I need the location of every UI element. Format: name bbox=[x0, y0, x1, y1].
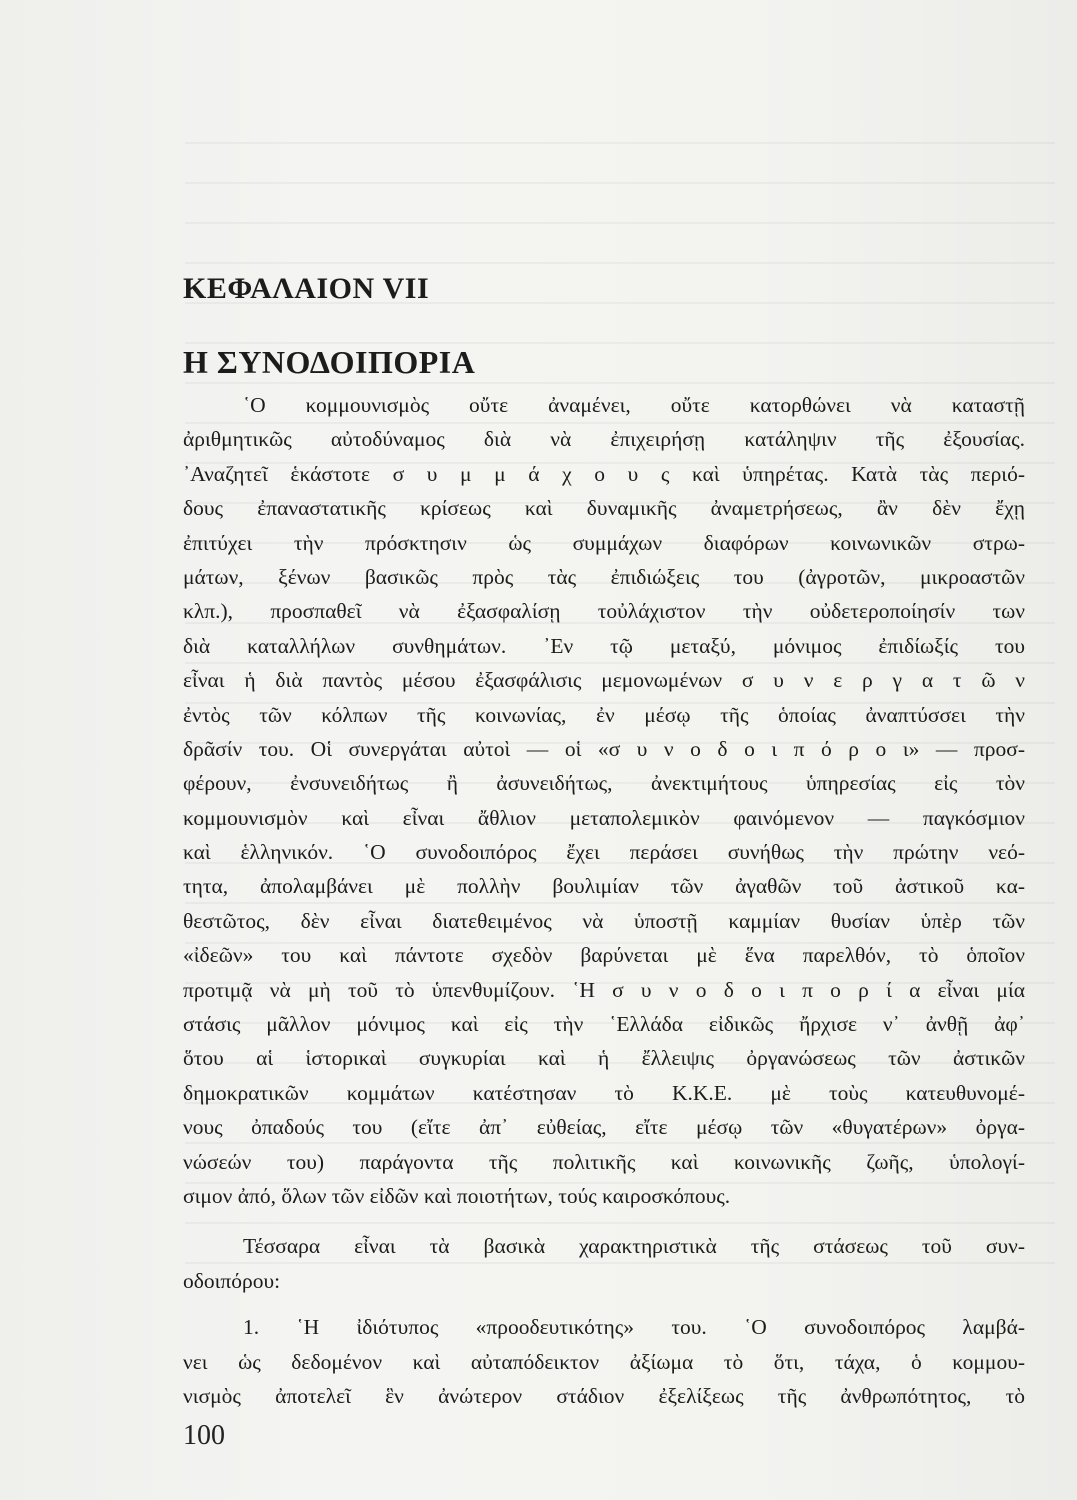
paragraph-2 bbox=[183, 1229, 1025, 1298]
text-line: κομμουνισμὸν καὶ εἶναι ἄθλιον μεταπολεμικὸν φαινόμενον — παγκόσμιον bbox=[183, 805, 1025, 830]
text-line: Τέσσαρα εἶναι τὰ βασικὰ χαρακτηριστικὰ τῆς στάσεως τοῦ συν- bbox=[243, 1234, 1025, 1259]
text-line: θεστῶτος, δὲν εἶναι διατεθειμένος νὰ ὑποστῇ καμμίαν θυσίαν ὑπὲρ τῶν bbox=[183, 908, 1025, 933]
text-line: διὰ καταλλήλων συνθημάτων. ᾿Εν τῷ μεταξύ, μόνιμος ἐπιδίωξίς του bbox=[183, 633, 1025, 658]
chapter-heading: ΚΕΦΑΛΑΙΟΝ VII bbox=[183, 272, 430, 305]
text-line: ἐντὸς τῶν κόλπων τῆς κοινωνίας, ἐν μέσῳ τῆς ὁποίας ἀναπτύσσει τὴν bbox=[183, 702, 1025, 727]
chapter-title: Η ΣΥΝΟΔΟΙΠΟΡΙΑ bbox=[183, 344, 476, 380]
body-text bbox=[183, 388, 1025, 1413]
text-line: ὅτου αἱ ἱστορικαὶ συγκυρίαι καὶ ἡ ἔλλειψις ὀργανώσεως τῶν ἀστικῶν bbox=[183, 1046, 1025, 1071]
text-line: οδοιπόρου: bbox=[183, 1268, 281, 1293]
text-line: «ἰδεῶν» του καὶ πάντοτε σχεδὸν βαρύνεται μὲ ἕνα παρελθόν, τὸ ὁποῖον bbox=[183, 943, 1025, 968]
text-line: δους ἐπαναστατικῆς κρίσεως καὶ δυναμικῆς ἀναμετρήσεως, ἂν δὲν ἔχῃ bbox=[183, 496, 1025, 521]
text-line: στάσις μᾶλλον μόνιμος καὶ εἰς τὴν ῾Ελλάδα εἰδικῶς ἤρχισε ν᾿ ἀνθῇ ἀφ᾿ bbox=[183, 1012, 1025, 1037]
text-line: νισμὸς ἀποτελεῖ ἓν ἀνώτερον στάδιον ἐξελίξεως τῆς ἀνθρωπότητος, τὸ bbox=[183, 1383, 1025, 1408]
text-line: ἀριθμητικῶς αὐτοδύναμος διὰ νὰ ἐπιχειρήσῃ κατάληψιν τῆς ἐξουσίας. bbox=[183, 427, 1025, 452]
text-line: ἐπιτύχει τὴν πρόσκτησιν ὡς συμμάχων διαφόρων κοινωνικῶν στρω- bbox=[183, 530, 1025, 555]
text-line: τητα, ἀπολαμβάνει μὲ πολλὴν βουλιμίαν τῶν ἀγαθῶν τοῦ ἀστικοῦ κα- bbox=[183, 874, 1025, 899]
text-line: προτιμᾷ νὰ μὴ τοῦ τὸ ὑπενθυμίζουν. ῾Η σ υ ν ο δ ο ι π ο ρ ί α εἶναι μία bbox=[183, 977, 1025, 1002]
text-line: δρᾶσίν του. Οἱ συνεργάται αὐτοὶ — οἱ «σ υ ν ο δ ο ι π ό ρ ο ι» — προσ- bbox=[183, 736, 1025, 761]
page-number: 100 bbox=[183, 1420, 225, 1451]
paragraph-1 bbox=[183, 388, 1025, 1213]
text-line: ᾿Αναζητεῖ ἑκάστοτε σ υ μ μ ά χ ο υ ς καὶ ὑπηρέτας. Κατὰ τὰς περιό- bbox=[183, 461, 1025, 486]
text-line: νώσεών του) παράγοντα τῆς πολιτικῆς καὶ κοινωνικῆς ζωῆς, ὑπολογί- bbox=[183, 1149, 1025, 1174]
text-line: εἶναι ἡ διὰ παντὸς μέσου ἐξασφάλισις μεμονωμένων σ υ ν ε ρ γ α τ ῶ ν bbox=[183, 668, 1025, 693]
text-line: καὶ ἑλληνικόν. ῾Ο συνοδοιπόρος ἔχει περάσει συνήθως τὴν πρώτην νεό- bbox=[183, 840, 1025, 865]
text-line: δημοκρατικῶν κομμάτων κατέστησαν τὸ Κ.Κ.Ε. μὲ τοὺς κατευθυνομέ- bbox=[183, 1080, 1025, 1105]
text-line: ῾Ο κομμουνισμὸς οὔτε ἀναμένει, οὔτε κατορθώνει νὰ καταστῇ bbox=[243, 393, 1025, 417]
text-line: κλπ.), προσπαθεῖ νὰ ἐξασφαλίσῃ τοὐλάχιστον τὴν οὐδετεροποίησίν των bbox=[183, 599, 1025, 624]
text-line: μάτων, ξένων βασικῶς πρὸς τὰς ἐπιδιώξεις του (ἀγροτῶν, μικροαστῶν bbox=[183, 564, 1025, 589]
paragraph-3 bbox=[183, 1310, 1025, 1413]
text-line: νει ὡς δεδομένον καὶ αὐταπόδεικτον ἀξίωμα τὸ ὅτι, τάχα, ὁ κομμου- bbox=[183, 1349, 1025, 1374]
text-line: σιμον ἀπό, ὅλων τῶν εἰδῶν καὶ ποιοτήτων, τούς καιροσκόπους. bbox=[183, 1183, 731, 1208]
text-line: φέρουν, ἐνσυνειδήτως ἢ ἀσυνειδήτως, ἀνεκτιμήτους ὑπηρεσίας εἰς τὸν bbox=[183, 771, 1025, 796]
text-line: 1. ῾Η ἰδιότυπος «προοδευτικότης» του. ῾Ο συνοδοιπόρος λαμβά- bbox=[243, 1315, 1025, 1340]
page-content bbox=[183, 268, 1025, 1413]
text-line: νους ὀπαδούς του (εἴτε ἀπ᾿ εὐθείας, εἴτε μέσῳ τῶν «θυγατέρων» ὀργα- bbox=[183, 1115, 1025, 1140]
